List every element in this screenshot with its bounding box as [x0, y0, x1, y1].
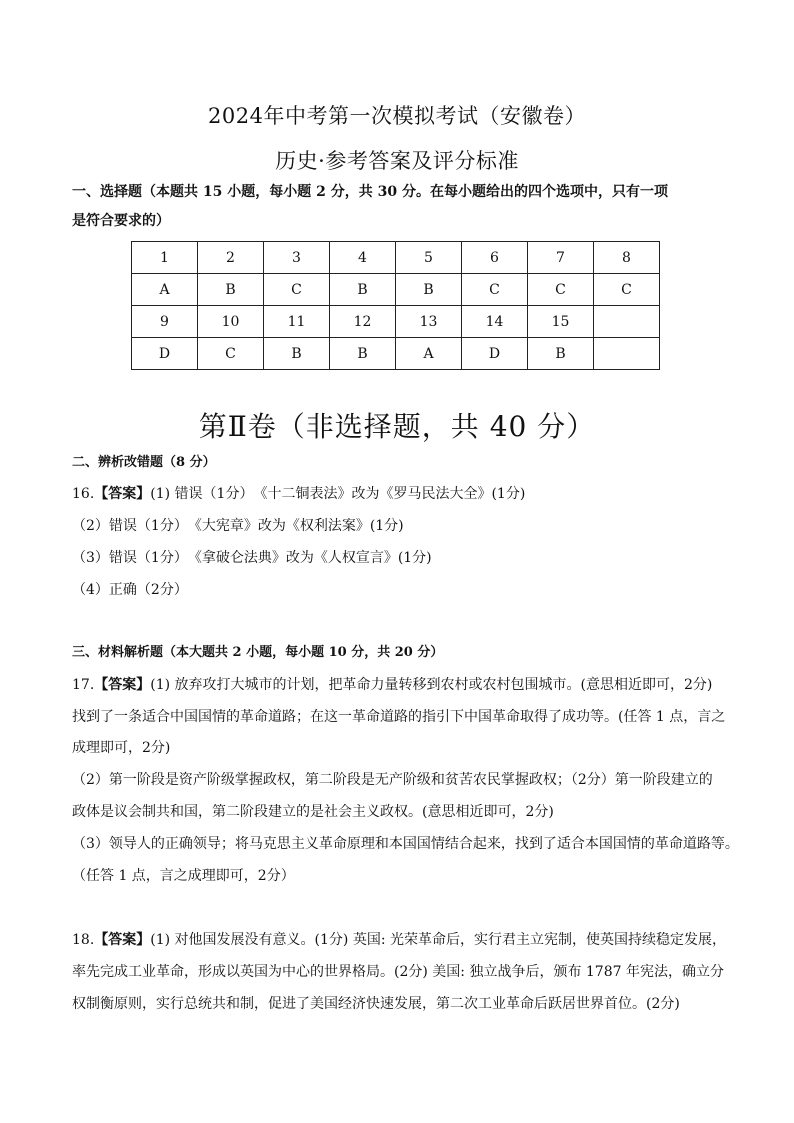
table-cell: 6	[462, 242, 528, 274]
table-cell: 7	[528, 242, 594, 274]
q16-line3: （3）错误（1分） 《拿破仑法典》改为《人权宣言》(1分)	[72, 550, 432, 566]
table-cell: 2	[198, 242, 264, 274]
q18-number: 18.	[72, 932, 95, 948]
table-cell: A	[132, 274, 198, 306]
part2-title: 第Ⅱ卷（非选择题，共 40 分）	[198, 410, 596, 443]
table-cell	[594, 338, 660, 370]
section2-heading: 二、辨析改错题（8 分）	[72, 455, 216, 470]
q16-line2: （2）错误（1分） 《大宪章》改为《权利法案》(1分)	[72, 518, 404, 534]
q17-line7: （任答 1 点，言之成理即可，2分）	[72, 868, 295, 884]
q18-line1	[72, 930, 726, 950]
q18-line3: 权制衡原则，实行总统共和制，促进了美国经济快速发展，第二次工业革命后跃居世界首位。(2分)	[72, 996, 680, 1012]
table-row-numbers-1	[132, 242, 660, 274]
table-cell: C	[528, 274, 594, 306]
q17-line5: 政体是议会制共和国，第二阶段建立的是社会主义政权。(意思相近即可，2分)	[72, 804, 554, 820]
table-cell: A	[396, 338, 462, 370]
table-cell: B	[198, 274, 264, 306]
table-cell: 9	[132, 306, 198, 338]
table-cell: 11	[264, 306, 330, 338]
table-cell: B	[396, 274, 462, 306]
answer-tag: 【答案】	[94, 486, 151, 502]
table-cell: 14	[462, 306, 528, 338]
table-cell: D	[132, 338, 198, 370]
table-cell: 4	[330, 242, 396, 274]
table-cell: 3	[264, 242, 330, 274]
table-cell: 15	[528, 306, 594, 338]
q16-number: 16.	[72, 486, 95, 502]
table-cell: D	[462, 338, 528, 370]
table-cell: 5	[396, 242, 462, 274]
table-cell: 8	[594, 242, 660, 274]
table-row-answers-1	[132, 274, 660, 306]
table-cell: B	[264, 338, 330, 370]
q16-line4: （4）正确（2分）	[72, 582, 188, 598]
table-cell: 1	[132, 242, 198, 274]
q17-line2: 找到了一条适合中国国情的革命道路；在这一革命道路的指引下中国革命取得了成功等。(任答 1 点，言之	[72, 709, 726, 725]
q18-text: (1) 对他国发展没有意义。(1分) 英国: 光荣革命后，实行君主立宪制，使英国持续稳定发展，	[150, 932, 726, 948]
table-row-numbers-2	[132, 306, 660, 338]
q16-line1	[72, 484, 525, 504]
table-cell: C	[462, 274, 528, 306]
q18-line2: 率先完成工业革命，形成以英国为中心的世界格局。(2分) 美国: 独立战争后，颁布 1787 年宪法，确立分	[72, 964, 724, 980]
answer-tag: 【答案】	[94, 677, 151, 693]
section1-heading-line2: 是符合要求的）	[72, 213, 170, 229]
table-row-answers-2	[132, 338, 660, 370]
table-cell: C	[198, 338, 264, 370]
exam-title: 2024年中考第一次模拟考试（安徽卷）	[208, 104, 586, 128]
section3-heading: 三、材料解析题（本大题共 2 小题，每小题 10 分，共 20 分）	[72, 645, 444, 660]
table-cell: C	[264, 274, 330, 306]
q17-line3: 成理即可，2分)	[72, 740, 171, 756]
q17-text: (1) 放弃攻打大城市的计划，把革命力量转移到农村或农村包围城市。(意思相近即可，2分)	[150, 677, 713, 693]
table-cell: 12	[330, 306, 396, 338]
table-cell: B	[330, 338, 396, 370]
table-cell: 10	[198, 306, 264, 338]
table-cell: 13	[396, 306, 462, 338]
q17-number: 17.	[72, 677, 95, 693]
exam-subtitle: 历史·参考答案及评分标准	[275, 149, 519, 173]
q16-text: (1) 错误（1分） 《十二铜表法》改为《罗马民法大全》(1分)	[150, 486, 526, 502]
table-cell: B	[528, 338, 594, 370]
table-cell	[594, 306, 660, 338]
q17-line1	[72, 675, 712, 695]
section1-heading-line1: 一、选择题（本题共 15 小题，每小题 2 分，共 30 分。在每小题给出的四个选项中，只有一项	[72, 184, 668, 200]
answer-table	[131, 241, 660, 370]
q17-line4: （2）第一阶段是资产阶级掌握政权，第二阶段是无产阶级和贫苦农民掌握政权；（2分）第一阶段建立的	[72, 772, 713, 788]
q17-line6: （3）领导人的正确领导；将马克思主义革命原理和本国国情结合起来，找到了适合本国国情的革命道路等。	[72, 836, 739, 852]
table-cell: C	[594, 274, 660, 306]
table-cell: B	[330, 274, 396, 306]
answer-tag: 【答案】	[94, 932, 151, 948]
